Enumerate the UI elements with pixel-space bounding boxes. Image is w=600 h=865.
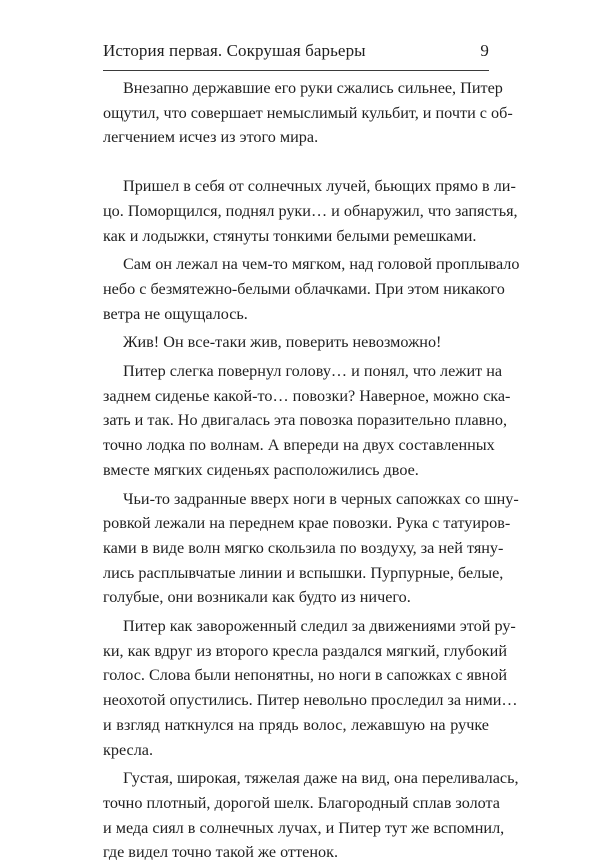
text-line: точно лодка по волнам. А впереди на двух составленных: [103, 436, 495, 455]
text-line: легчением исчез из этого мира.: [103, 128, 319, 147]
text-line: зать и так. Но двигалась эта повозка поразительно плавно,: [103, 411, 508, 430]
text-line: ками в виде волн мягко скользила по воздуху, за ней тяну-: [103, 538, 504, 557]
text-line: ветра не ощущалось.: [103, 304, 248, 323]
paragraph: [103, 766, 519, 865]
text-line: Жив! Он все-таки жив, поверить невозможно!: [123, 333, 442, 352]
body-text: [103, 76, 520, 865]
text-line: вместе мягких сиденьях расположились двое.: [103, 460, 419, 479]
text-line: кресла.: [103, 740, 154, 759]
text-line: голубые, они возникали как будто из ничего.: [103, 588, 411, 607]
paragraph: [103, 359, 511, 483]
header-rule: [103, 70, 489, 71]
text-line: Пришел в себя от солнечных лучей, бьющих прямо в ли-: [123, 177, 516, 196]
chapter-title: История первая. Сокрушая барьеры: [103, 41, 366, 60]
text-line: Питер слегка повернул голову… и понял, что лежит на: [123, 362, 503, 381]
text-line: и меда сиял в солнечных лучах, и Питер тут же вспомнил,: [103, 818, 505, 837]
text-line: и взгляд наткнулся на прядь волос, лежавшую на ручке: [103, 715, 489, 734]
text-line: Чьи-то задранные вверх ноги в черных сапожках со шну-: [123, 489, 519, 508]
text-line: точно плотный, дорогой шелк. Благородный сплав золота: [103, 793, 500, 812]
paragraph: [103, 252, 520, 326]
text-line: небо с безмятежно-белыми облачками. При этом никакого: [103, 279, 505, 298]
text-line: заднем сиденье какой-то… повозки? Наверное, можно ска-: [103, 386, 511, 405]
text-line: ровкой лежали на переднем крае повозки. Рука с татуиров-: [103, 514, 511, 533]
section-break: [103, 150, 489, 174]
text-line: Густая, широкая, тяжелая даже на вид, она переливалась,: [123, 769, 519, 788]
text-line: ощутил, что совершает немыслимый кульбит, и почти с об-: [103, 103, 513, 122]
text-line: лись расплывчатые линии и вспышки. Пурпурные, белые,: [103, 563, 504, 582]
text-line: где видел точно такой же оттенок.: [103, 843, 339, 862]
running-header: [103, 41, 489, 61]
text-line: Сам он лежал на чем-то мягком, над головой проплывало: [123, 255, 520, 274]
paragraph: [103, 614, 518, 762]
paragraph: [103, 174, 518, 248]
text-line: Питер как завороженный следил за движениями этой ру-: [123, 617, 516, 636]
paragraph: [103, 76, 513, 150]
text-line: неохотой опустились. Питер невольно проследил за ними…: [103, 691, 518, 710]
text-line: голос. Слова были непонятны, но ноги в сапожках с явной: [103, 666, 508, 685]
text-line: ки, как вдруг из второго кресла раздался мягкий, глубокий: [103, 641, 507, 660]
text-line: цо. Поморщился, поднял руки… и обнаружил, что запястья,: [103, 201, 518, 220]
text-line: Внезапно державшие его руки сжались сильнее, Питер: [123, 79, 503, 97]
paragraph: [103, 330, 489, 355]
paragraph: [103, 487, 519, 611]
page-number: 9: [480, 41, 489, 60]
text-line: как и лодыжки, стянуты тонкими белыми ремешками.: [103, 226, 477, 245]
